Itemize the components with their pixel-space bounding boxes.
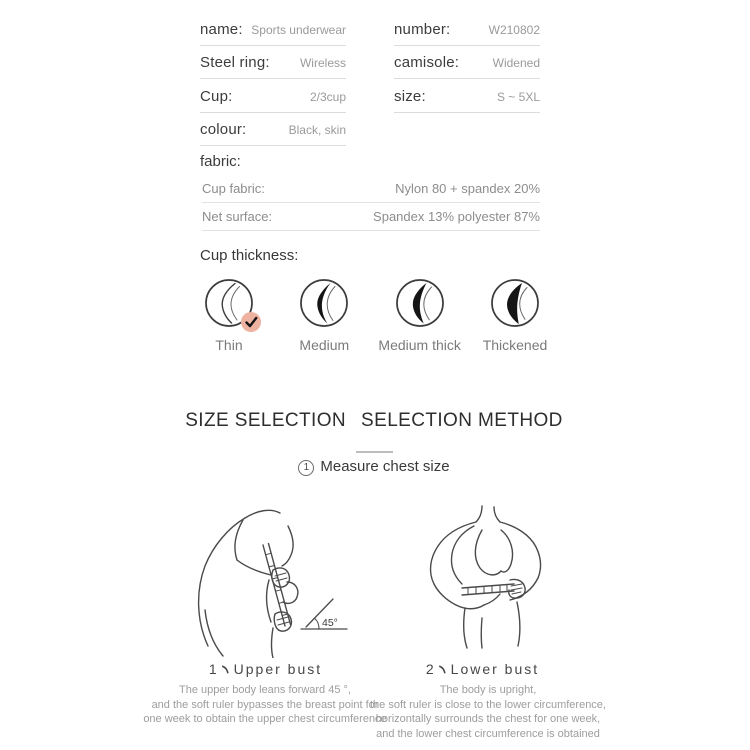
spec-row-steel-ring xyxy=(200,54,346,79)
cup-option-medium-thick xyxy=(395,278,445,328)
spec-label: colour: xyxy=(200,121,247,138)
spec-label: name: xyxy=(200,21,243,38)
checkmark-icon xyxy=(241,312,261,332)
fabric-value: Spandex 13% polyester 87% xyxy=(373,209,540,224)
spec-row-cup xyxy=(200,88,346,113)
angle-label: 45° xyxy=(322,617,338,629)
upper-bust-description: The upper body leans forward 45 °, and the soft ruler bypasses the breast point for one week to obtain the upper chest circumference xyxy=(143,684,387,725)
spec-value: Widened xyxy=(492,56,540,70)
ideographic-comma-icon xyxy=(438,665,447,674)
cup-thickened-icon xyxy=(490,278,540,328)
cup-thickness-options xyxy=(204,278,540,328)
lower-bust-illustration xyxy=(410,502,560,650)
method-name: Lower bust xyxy=(450,661,540,677)
method-number: 1 xyxy=(208,661,219,677)
fabric-row-net-surface xyxy=(202,209,540,231)
lower-bust-title xyxy=(375,661,590,677)
spec-row-camisole xyxy=(394,54,540,79)
spec-label: number: xyxy=(394,21,451,38)
fabric-value: Nylon 80 + spandex 20% xyxy=(395,181,540,196)
fabric-row-cup-fabric xyxy=(202,181,540,203)
ideographic-comma-icon xyxy=(221,665,230,674)
spec-value: 2/3cup xyxy=(309,90,346,104)
cup-name-thickened: Thickened xyxy=(482,337,548,353)
method-number: 2 xyxy=(425,661,436,677)
cup-name-thin: Thin xyxy=(215,337,243,353)
heading-selection-method: SELECTION METHOD xyxy=(361,410,563,431)
cup-option-thin xyxy=(204,278,254,328)
upper-bust-title xyxy=(158,661,373,677)
section-divider xyxy=(356,451,393,453)
spec-row-number xyxy=(394,21,540,46)
heading-size-selection: SIZE SELECTION xyxy=(185,410,347,431)
spec-value: Black, skin xyxy=(288,123,346,137)
spec-row-size xyxy=(394,88,540,113)
lower-bust-description: The body is upright, the soft ruler is close to the lower circumference, horizontally surrounds the chest for one week, and the lower chest circumference is obtained xyxy=(370,684,606,740)
upper-bust-illustration xyxy=(183,498,388,658)
spec-value: Wireless xyxy=(299,56,346,70)
size-selection-heading xyxy=(0,410,748,432)
spec-row-name xyxy=(200,21,346,46)
circled-one-icon: 1 xyxy=(298,460,314,476)
fabric-label: Cup fabric: xyxy=(202,181,265,196)
measure-step-label: Measure chest size xyxy=(320,458,450,475)
cup-name-medium: Medium xyxy=(299,337,350,353)
fabric-label: Net surface: xyxy=(202,209,273,224)
method-name: Upper bust xyxy=(233,661,323,677)
spec-value: W210802 xyxy=(488,23,540,37)
spec-label: camisole: xyxy=(394,54,460,71)
selected-check-badge xyxy=(241,312,261,332)
cup-option-thickened xyxy=(490,278,540,328)
spec-value: S ~ 5XL xyxy=(496,90,540,104)
cup-thickness-label: Cup thickness: xyxy=(200,247,299,264)
spec-label: size: xyxy=(394,88,426,105)
fabric-section-label: fabric: xyxy=(200,153,241,170)
cup-thickness-names xyxy=(187,337,557,353)
spec-label: Steel ring: xyxy=(200,54,270,71)
cup-name-medium-thick: Medium thick xyxy=(378,337,461,353)
cup-medium-icon xyxy=(299,278,349,328)
measure-step-line xyxy=(0,458,748,476)
cup-medium-thick-icon xyxy=(395,278,445,328)
spec-value: Sports underwear xyxy=(251,23,346,37)
cup-option-medium xyxy=(299,278,349,328)
spec-row-colour xyxy=(200,121,346,146)
spec-label: Cup: xyxy=(200,88,233,105)
